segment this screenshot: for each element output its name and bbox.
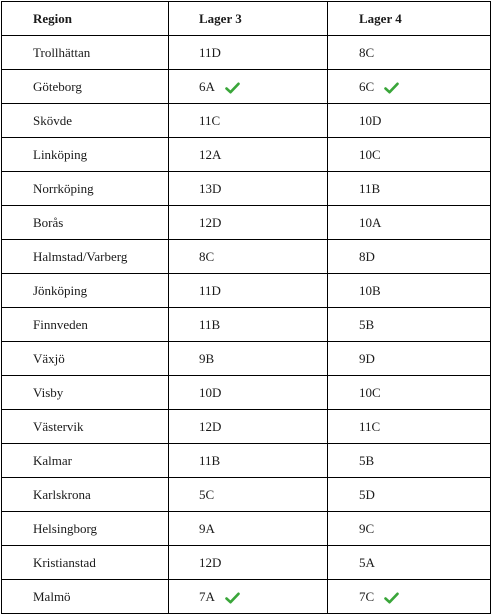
table-row: [2, 410, 491, 444]
table-row: [2, 104, 491, 138]
region-cell-text: Finnveden: [33, 316, 88, 332]
region-cell-text: Kalmar: [33, 452, 72, 468]
region-cell: [2, 410, 169, 444]
lager4-cell: [328, 546, 491, 580]
header-lager3-label: Lager 3: [199, 10, 242, 26]
region-cell: [2, 512, 169, 546]
region-cell-text: Visby: [33, 384, 64, 400]
lager4-cell: [328, 206, 491, 240]
lager4-cell-text: 5A: [359, 554, 375, 570]
table-row: [2, 70, 491, 104]
lager3-cell: [169, 70, 328, 104]
lager4-cell-text: 5B: [359, 452, 375, 468]
lager4-cell-text: 9C: [359, 520, 375, 536]
header-region-label: Region: [33, 10, 72, 26]
lager3-cell-text: 11B: [199, 316, 221, 332]
lager4-cell: [328, 36, 491, 70]
lager3-cell-text: 10D: [199, 384, 222, 400]
region-cell-text: Borås: [33, 214, 64, 230]
lager4-cell-text: 10C: [359, 384, 381, 400]
lager4-cell: [328, 410, 491, 444]
table-row: [2, 546, 491, 580]
header-lager3: [169, 2, 328, 36]
region-cell-text: Helsingborg: [33, 520, 98, 536]
region-cell: [2, 444, 169, 478]
lager4-cell: [328, 274, 491, 308]
lager3-cell-text: 11D: [199, 44, 221, 60]
lager3-cell-text: 13D: [199, 180, 222, 196]
region-cell-text: Linköping: [33, 146, 88, 162]
table-row: [2, 172, 491, 206]
lager4-cell-text: 11B: [359, 180, 381, 196]
table-row: [2, 342, 491, 376]
lager4-cell: [328, 70, 491, 104]
lager3-cell: [169, 410, 328, 444]
lager4-cell-text: 5B: [359, 316, 375, 332]
lager3-cell-text: 8C: [199, 248, 215, 264]
lager3-cell: [169, 104, 328, 138]
lager3-cell: [169, 512, 328, 546]
lager3-cell-text: 12D: [199, 214, 222, 230]
region-cell-text: Trollhättan: [33, 44, 91, 60]
table-row: [2, 138, 491, 172]
region-cell-text: Karlskrona: [33, 486, 91, 502]
lager3-cell-text: 5C: [199, 486, 215, 502]
table-row: [2, 478, 491, 512]
lager4-cell: [328, 240, 491, 274]
table-row: [2, 206, 491, 240]
lager3-cell-text: 12D: [199, 554, 222, 570]
region-cell-text: Norrköping: [33, 180, 94, 196]
lager3-cell: [169, 206, 328, 240]
table-row: [2, 240, 491, 274]
region-cell-text: Halmstad/Varberg: [33, 248, 128, 264]
table-row: [2, 376, 491, 410]
lager4-cell-text: 10C: [359, 146, 381, 162]
region-cell: [2, 546, 169, 580]
lager4-cell: [328, 444, 491, 478]
lager4-cell-text: 7C: [359, 588, 375, 604]
header-lager4-label: Lager 4: [359, 10, 402, 26]
region-table: [1, 1, 491, 614]
lager3-cell: [169, 444, 328, 478]
check-icon: [384, 82, 399, 94]
lager3-cell: [169, 172, 328, 206]
lager3-cell: [169, 376, 328, 410]
region-cell-text: Växjö: [33, 350, 65, 366]
region-cell: [2, 342, 169, 376]
check-icon: [225, 82, 240, 94]
region-cell-text: Göteborg: [33, 78, 82, 94]
lager4-cell: [328, 138, 491, 172]
region-cell: [2, 70, 169, 104]
region-cell: [2, 172, 169, 206]
lager4-cell: [328, 478, 491, 512]
region-cell: [2, 274, 169, 308]
lager4-cell: [328, 580, 491, 614]
region-cell: [2, 478, 169, 512]
lager4-cell-text: 11C: [359, 418, 381, 434]
check-icon: [225, 592, 240, 604]
table-row: [2, 308, 491, 342]
region-cell: [2, 206, 169, 240]
lager3-cell-text: 7A: [199, 588, 215, 604]
table-body: [2, 36, 491, 614]
table-row: [2, 36, 491, 70]
lager4-cell: [328, 512, 491, 546]
lager3-cell-text: 12D: [199, 418, 222, 434]
lager4-cell-text: 5D: [359, 486, 375, 502]
lager4-cell: [328, 376, 491, 410]
lager4-cell-text: 9D: [359, 350, 375, 366]
lager3-cell: [169, 580, 328, 614]
lager4-cell: [328, 342, 491, 376]
region-cell-text: Jönköping: [33, 282, 88, 298]
lager4-cell: [328, 308, 491, 342]
lager4-cell-text: 8C: [359, 44, 375, 60]
lager3-cell: [169, 478, 328, 512]
lager3-cell: [169, 36, 328, 70]
lager3-cell-text: 11C: [199, 112, 221, 128]
region-cell-text: Västervik: [33, 418, 84, 434]
lager3-cell: [169, 342, 328, 376]
table-row: [2, 580, 491, 614]
region-cell: [2, 580, 169, 614]
lager4-cell-text: 10B: [359, 282, 381, 298]
table-row: [2, 444, 491, 478]
table-row: [2, 512, 491, 546]
table-row: [2, 274, 491, 308]
table-header-row: [2, 2, 491, 36]
lager4-cell: [328, 104, 491, 138]
check-icon: [384, 592, 399, 604]
lager3-cell: [169, 308, 328, 342]
region-cell: [2, 240, 169, 274]
lager4-cell-text: 6C: [359, 78, 375, 94]
region-cell-text: Malmö: [33, 588, 71, 604]
region-cell: [2, 138, 169, 172]
lager4-cell: [328, 172, 491, 206]
region-cell: [2, 308, 169, 342]
lager3-cell-text: 11B: [199, 452, 221, 468]
region-cell-text: Skövde: [33, 112, 72, 128]
lager4-cell-text: 8D: [359, 248, 375, 264]
lager3-cell-text: 9B: [199, 350, 215, 366]
lager3-cell-text: 6A: [199, 78, 215, 94]
region-cell-text: Kristianstad: [33, 554, 96, 570]
lager4-cell-text: 10D: [359, 112, 382, 128]
lager3-cell-text: 12A: [199, 146, 222, 162]
header-region: [2, 2, 169, 36]
lager3-cell: [169, 546, 328, 580]
region-cell: [2, 376, 169, 410]
region-cell: [2, 36, 169, 70]
region-cell: [2, 104, 169, 138]
lager3-cell-text: 11D: [199, 282, 221, 298]
lager3-cell: [169, 138, 328, 172]
lager4-cell-text: 10A: [359, 214, 382, 230]
lager3-cell-text: 9A: [199, 520, 215, 536]
lager3-cell: [169, 274, 328, 308]
header-lager4: [328, 2, 491, 36]
lager3-cell: [169, 240, 328, 274]
